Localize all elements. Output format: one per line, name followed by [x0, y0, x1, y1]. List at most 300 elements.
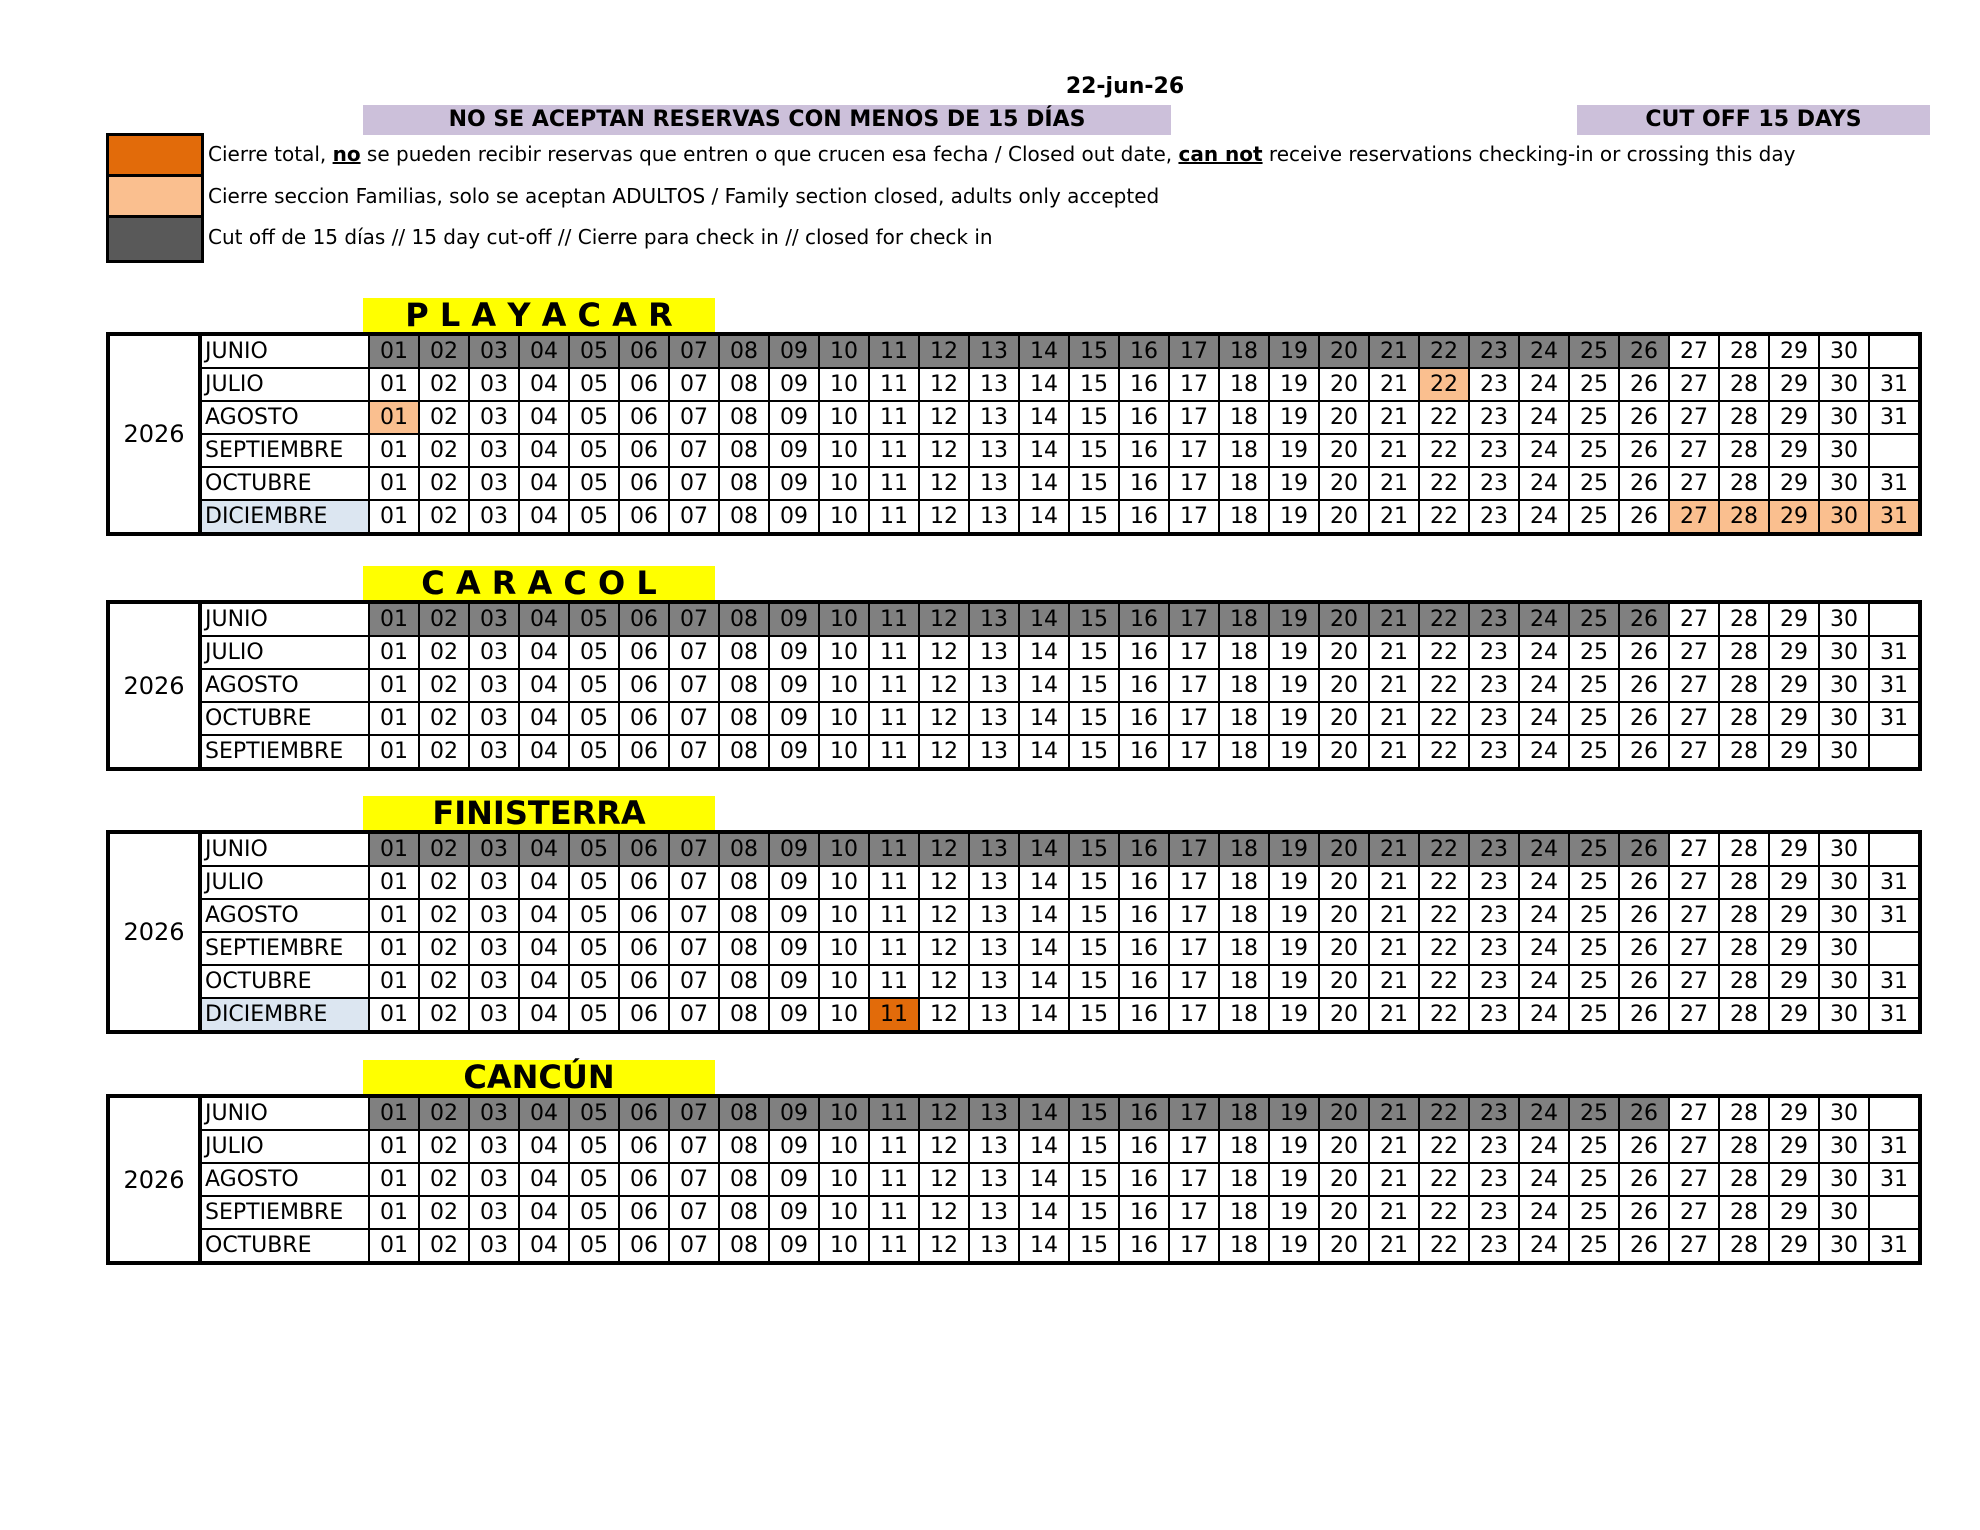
day-cell: 23	[1469, 500, 1519, 534]
legend-text-closed-out: Cierre total, no se pueden recibir reservas que entren o que crucen esa fecha / Closed out date, can not receive reservations checking-in or crossing this day	[208, 142, 1796, 166]
day-cell: 02	[419, 434, 469, 467]
day-cell: 06	[619, 1163, 669, 1196]
day-cell: 22	[1419, 866, 1469, 899]
year-label: 2026	[108, 602, 200, 769]
day-cell: 28	[1719, 832, 1769, 866]
day-cell: 05	[569, 832, 619, 866]
month-row	[108, 965, 1920, 998]
day-cell: 09	[769, 334, 819, 368]
empty-day-cell	[1869, 334, 1920, 368]
day-cell: 22	[1419, 368, 1469, 401]
day-cell: 05	[569, 866, 619, 899]
day-cell: 30	[1819, 401, 1869, 434]
empty-day-cell	[1869, 932, 1920, 965]
day-cell: 03	[469, 500, 519, 534]
day-cell: 05	[569, 500, 619, 534]
month-label: JUNIO	[200, 832, 369, 866]
day-cell: 30	[1819, 368, 1869, 401]
day-cell: 08	[719, 932, 769, 965]
day-cell: 24	[1519, 500, 1569, 534]
day-cell: 03	[469, 932, 519, 965]
day-cell: 05	[569, 467, 619, 500]
day-cell: 09	[769, 1229, 819, 1263]
day-cell: 27	[1669, 401, 1719, 434]
day-cell: 09	[769, 1130, 819, 1163]
day-cell: 22	[1419, 702, 1469, 735]
day-cell: 29	[1769, 1130, 1819, 1163]
day-cell: 11	[869, 434, 919, 467]
day-cell: 12	[919, 965, 969, 998]
day-cell: 15	[1069, 401, 1119, 434]
day-cell: 11	[869, 832, 919, 866]
day-cell: 05	[569, 1229, 619, 1263]
day-cell: 22	[1419, 1163, 1469, 1196]
day-cell: 29	[1769, 1163, 1819, 1196]
day-cell: 17	[1169, 1163, 1219, 1196]
month-label: OCTUBRE	[200, 965, 369, 998]
day-cell: 06	[619, 434, 669, 467]
day-cell: 10	[819, 636, 869, 669]
day-cell: 01	[369, 1229, 419, 1263]
day-cell: 14	[1019, 932, 1069, 965]
day-cell: 02	[419, 899, 469, 932]
day-cell: 11	[869, 1163, 919, 1196]
day-cell: 01	[369, 467, 419, 500]
day-cell: 10	[819, 1163, 869, 1196]
month-label: JULIO	[200, 368, 369, 401]
day-cell: 01	[369, 636, 419, 669]
day-cell: 19	[1269, 932, 1319, 965]
day-cell: 03	[469, 368, 519, 401]
day-cell: 16	[1119, 702, 1169, 735]
day-cell: 21	[1369, 669, 1419, 702]
month-row	[108, 434, 1920, 467]
day-cell: 21	[1369, 965, 1419, 998]
day-cell: 14	[1019, 702, 1069, 735]
day-cell: 05	[569, 998, 619, 1032]
day-cell: 24	[1519, 1229, 1569, 1263]
day-cell: 16	[1119, 832, 1169, 866]
day-cell: 27	[1669, 1130, 1719, 1163]
day-cell: 29	[1769, 1229, 1819, 1263]
day-cell: 18	[1219, 1229, 1269, 1263]
day-cell: 28	[1719, 1229, 1769, 1263]
day-cell: 07	[669, 669, 719, 702]
day-cell: 22	[1419, 832, 1469, 866]
day-cell: 12	[919, 832, 969, 866]
day-cell: 23	[1469, 866, 1519, 899]
day-cell: 02	[419, 965, 469, 998]
day-cell: 10	[819, 368, 869, 401]
day-cell: 29	[1769, 401, 1819, 434]
day-cell: 12	[919, 500, 969, 534]
day-cell: 11	[869, 1096, 919, 1130]
month-label: SEPTIEMBRE	[200, 434, 369, 467]
legend-swatch-family-closed	[106, 174, 204, 218]
day-cell: 17	[1169, 1130, 1219, 1163]
day-cell: 29	[1769, 368, 1819, 401]
day-cell: 27	[1669, 965, 1719, 998]
day-cell: 03	[469, 434, 519, 467]
day-cell: 11	[869, 998, 919, 1032]
day-cell: 26	[1619, 1163, 1669, 1196]
day-cell: 19	[1269, 702, 1319, 735]
month-row	[108, 932, 1920, 965]
day-cell: 18	[1219, 832, 1269, 866]
day-cell: 26	[1619, 899, 1669, 932]
day-cell: 20	[1319, 636, 1369, 669]
day-cell: 24	[1519, 1130, 1569, 1163]
day-cell: 04	[519, 1196, 569, 1229]
month-label: SEPTIEMBRE	[200, 735, 369, 769]
day-cell: 12	[919, 368, 969, 401]
day-cell: 13	[969, 669, 1019, 702]
day-cell: 20	[1319, 998, 1369, 1032]
day-cell: 27	[1669, 832, 1719, 866]
day-cell: 18	[1219, 669, 1269, 702]
day-cell: 24	[1519, 866, 1569, 899]
day-cell: 31	[1869, 669, 1920, 702]
day-cell: 07	[669, 735, 719, 769]
day-cell: 02	[419, 832, 469, 866]
day-cell: 16	[1119, 467, 1169, 500]
day-cell: 30	[1819, 602, 1869, 636]
month-label: JUNIO	[200, 1096, 369, 1130]
day-cell: 16	[1119, 965, 1169, 998]
day-cell: 12	[919, 434, 969, 467]
day-cell: 30	[1819, 702, 1869, 735]
day-cell: 04	[519, 866, 569, 899]
day-cell: 08	[719, 832, 769, 866]
day-cell: 27	[1669, 702, 1719, 735]
day-cell: 23	[1469, 735, 1519, 769]
day-cell: 10	[819, 866, 869, 899]
day-cell: 13	[969, 368, 1019, 401]
day-cell: 29	[1769, 669, 1819, 702]
day-cell: 26	[1619, 965, 1669, 998]
day-cell: 12	[919, 401, 969, 434]
day-cell: 27	[1669, 500, 1719, 534]
day-cell: 06	[619, 832, 669, 866]
day-cell: 03	[469, 669, 519, 702]
day-cell: 15	[1069, 702, 1119, 735]
day-cell: 28	[1719, 467, 1769, 500]
day-cell: 13	[969, 401, 1019, 434]
day-cell: 08	[719, 602, 769, 636]
day-cell: 10	[819, 965, 869, 998]
day-cell: 30	[1819, 932, 1869, 965]
day-cell: 02	[419, 669, 469, 702]
day-cell: 16	[1119, 669, 1169, 702]
day-cell: 22	[1419, 1229, 1469, 1263]
day-cell: 31	[1869, 500, 1920, 534]
day-cell: 31	[1869, 467, 1920, 500]
day-cell: 22	[1419, 998, 1469, 1032]
day-cell: 26	[1619, 998, 1669, 1032]
day-cell: 04	[519, 1229, 569, 1263]
year-label: 2026	[108, 334, 200, 534]
day-cell: 10	[819, 899, 869, 932]
day-cell: 24	[1519, 735, 1569, 769]
day-cell: 11	[869, 602, 919, 636]
day-cell: 25	[1569, 735, 1619, 769]
month-label: DICIEMBRE	[200, 500, 369, 534]
day-cell: 07	[669, 998, 719, 1032]
day-cell: 29	[1769, 1096, 1819, 1130]
day-cell: 05	[569, 932, 619, 965]
hotel-title: C A R A C O L	[363, 566, 715, 600]
day-cell: 18	[1219, 735, 1269, 769]
day-cell: 17	[1169, 866, 1219, 899]
day-cell: 12	[919, 735, 969, 769]
day-cell: 13	[969, 866, 1019, 899]
day-cell: 28	[1719, 1163, 1769, 1196]
day-cell: 03	[469, 965, 519, 998]
day-cell: 04	[519, 998, 569, 1032]
day-cell: 19	[1269, 401, 1319, 434]
month-row	[108, 334, 1920, 368]
day-cell: 20	[1319, 899, 1369, 932]
day-cell: 09	[769, 467, 819, 500]
day-cell: 06	[619, 1130, 669, 1163]
day-cell: 24	[1519, 965, 1569, 998]
day-cell: 19	[1269, 434, 1319, 467]
month-label: AGOSTO	[200, 669, 369, 702]
day-cell: 09	[769, 735, 819, 769]
day-cell: 04	[519, 368, 569, 401]
day-cell: 06	[619, 866, 669, 899]
day-cell: 16	[1119, 434, 1169, 467]
month-label: JULIO	[200, 636, 369, 669]
day-cell: 31	[1869, 965, 1920, 998]
day-cell: 16	[1119, 1163, 1169, 1196]
day-cell: 17	[1169, 1196, 1219, 1229]
day-cell: 10	[819, 602, 869, 636]
day-cell: 04	[519, 434, 569, 467]
day-cell: 10	[819, 434, 869, 467]
day-cell: 28	[1719, 932, 1769, 965]
day-cell: 14	[1019, 998, 1069, 1032]
day-cell: 08	[719, 401, 769, 434]
legend-swatch-closed-out	[106, 133, 204, 177]
day-cell: 25	[1569, 334, 1619, 368]
day-cell: 15	[1069, 434, 1119, 467]
day-cell: 12	[919, 702, 969, 735]
day-cell: 17	[1169, 401, 1219, 434]
day-cell: 11	[869, 735, 919, 769]
day-cell: 23	[1469, 832, 1519, 866]
day-cell: 28	[1719, 702, 1769, 735]
day-cell: 21	[1369, 334, 1419, 368]
day-cell: 13	[969, 899, 1019, 932]
day-cell: 11	[869, 368, 919, 401]
day-cell: 11	[869, 1229, 919, 1263]
day-cell: 12	[919, 998, 969, 1032]
day-cell: 02	[419, 866, 469, 899]
day-cell: 27	[1669, 602, 1719, 636]
day-cell: 02	[419, 334, 469, 368]
day-cell: 10	[819, 1196, 869, 1229]
day-cell: 31	[1869, 401, 1920, 434]
day-cell: 30	[1819, 832, 1869, 866]
day-cell: 16	[1119, 334, 1169, 368]
day-cell: 13	[969, 434, 1019, 467]
day-cell: 21	[1369, 401, 1419, 434]
month-label: DICIEMBRE	[200, 998, 369, 1032]
day-cell: 04	[519, 467, 569, 500]
day-cell: 28	[1719, 669, 1769, 702]
day-cell: 13	[969, 998, 1019, 1032]
day-cell: 06	[619, 735, 669, 769]
day-cell: 23	[1469, 636, 1519, 669]
day-cell: 12	[919, 636, 969, 669]
month-row	[108, 735, 1920, 769]
day-cell: 14	[1019, 1196, 1069, 1229]
day-cell: 11	[869, 702, 919, 735]
day-cell: 27	[1669, 434, 1719, 467]
day-cell: 28	[1719, 401, 1769, 434]
day-cell: 19	[1269, 669, 1319, 702]
day-cell: 30	[1819, 1229, 1869, 1263]
day-cell: 20	[1319, 1130, 1369, 1163]
day-cell: 27	[1669, 932, 1719, 965]
day-cell: 22	[1419, 636, 1469, 669]
day-cell: 14	[1019, 1229, 1069, 1263]
day-cell: 18	[1219, 899, 1269, 932]
day-cell: 24	[1519, 401, 1569, 434]
day-cell: 20	[1319, 1096, 1369, 1130]
day-cell: 01	[369, 965, 419, 998]
day-cell: 18	[1219, 500, 1269, 534]
day-cell: 25	[1569, 866, 1619, 899]
day-cell: 22	[1419, 932, 1469, 965]
day-cell: 14	[1019, 735, 1069, 769]
day-cell: 30	[1819, 965, 1869, 998]
day-cell: 03	[469, 1163, 519, 1196]
day-cell: 04	[519, 1163, 569, 1196]
day-cell: 03	[469, 866, 519, 899]
day-cell: 18	[1219, 368, 1269, 401]
day-cell: 18	[1219, 334, 1269, 368]
day-cell: 28	[1719, 368, 1769, 401]
day-cell: 18	[1219, 401, 1269, 434]
day-cell: 02	[419, 932, 469, 965]
day-cell: 08	[719, 998, 769, 1032]
month-row	[108, 669, 1920, 702]
day-cell: 02	[419, 1163, 469, 1196]
availability-table	[106, 332, 1922, 536]
month-row	[108, 899, 1920, 932]
day-cell: 08	[719, 669, 769, 702]
day-cell: 04	[519, 899, 569, 932]
day-cell: 21	[1369, 1163, 1419, 1196]
day-cell: 09	[769, 998, 819, 1032]
month-row	[108, 832, 1920, 866]
day-cell: 16	[1119, 866, 1169, 899]
day-cell: 05	[569, 702, 619, 735]
day-cell: 10	[819, 467, 869, 500]
day-cell: 13	[969, 702, 1019, 735]
day-cell: 26	[1619, 500, 1669, 534]
day-cell: 22	[1419, 401, 1469, 434]
month-row	[108, 467, 1920, 500]
day-cell: 28	[1719, 1096, 1769, 1130]
day-cell: 21	[1369, 998, 1419, 1032]
day-cell: 11	[869, 866, 919, 899]
legend-swatch-cutoff	[106, 215, 204, 263]
empty-day-cell	[1869, 832, 1920, 866]
day-cell: 13	[969, 1229, 1019, 1263]
day-cell: 08	[719, 368, 769, 401]
day-cell: 19	[1269, 1096, 1319, 1130]
day-cell: 14	[1019, 500, 1069, 534]
day-cell: 05	[569, 735, 619, 769]
day-cell: 16	[1119, 1130, 1169, 1163]
day-cell: 25	[1569, 932, 1619, 965]
day-cell: 14	[1019, 334, 1069, 368]
day-cell: 25	[1569, 636, 1619, 669]
day-cell: 19	[1269, 334, 1319, 368]
day-cell: 11	[869, 932, 919, 965]
day-cell: 07	[669, 1229, 719, 1263]
day-cell: 15	[1069, 1229, 1119, 1263]
day-cell: 26	[1619, 1096, 1669, 1130]
day-cell: 07	[669, 1196, 719, 1229]
day-cell: 29	[1769, 932, 1819, 965]
day-cell: 09	[769, 832, 819, 866]
day-cell: 25	[1569, 965, 1619, 998]
day-cell: 01	[369, 434, 419, 467]
day-cell: 19	[1269, 368, 1319, 401]
day-cell: 15	[1069, 1163, 1119, 1196]
day-cell: 20	[1319, 932, 1369, 965]
month-label: JUNIO	[200, 334, 369, 368]
day-cell: 26	[1619, 1229, 1669, 1263]
day-cell: 01	[369, 669, 419, 702]
day-cell: 13	[969, 602, 1019, 636]
availability-table	[106, 600, 1922, 771]
hotel-title: P L A Y A C A R	[363, 298, 715, 332]
day-cell: 12	[919, 1096, 969, 1130]
day-cell: 07	[669, 832, 719, 866]
day-cell: 23	[1469, 1196, 1519, 1229]
day-cell: 29	[1769, 832, 1819, 866]
day-cell: 06	[619, 932, 669, 965]
day-cell: 23	[1469, 998, 1519, 1032]
day-cell: 14	[1019, 602, 1069, 636]
day-cell: 01	[369, 832, 419, 866]
day-cell: 04	[519, 932, 569, 965]
day-cell: 15	[1069, 832, 1119, 866]
day-cell: 21	[1369, 702, 1419, 735]
day-cell: 13	[969, 1096, 1019, 1130]
empty-day-cell	[1869, 735, 1920, 769]
day-cell: 07	[669, 899, 719, 932]
day-cell: 18	[1219, 998, 1269, 1032]
day-cell: 16	[1119, 1096, 1169, 1130]
day-cell: 13	[969, 1196, 1019, 1229]
day-cell: 19	[1269, 1196, 1319, 1229]
day-cell: 26	[1619, 467, 1669, 500]
day-cell: 20	[1319, 669, 1369, 702]
month-row	[108, 1196, 1920, 1229]
day-cell: 17	[1169, 735, 1219, 769]
day-cell: 22	[1419, 602, 1469, 636]
day-cell: 20	[1319, 735, 1369, 769]
day-cell: 29	[1769, 467, 1819, 500]
day-cell: 31	[1869, 636, 1920, 669]
day-cell: 19	[1269, 866, 1319, 899]
